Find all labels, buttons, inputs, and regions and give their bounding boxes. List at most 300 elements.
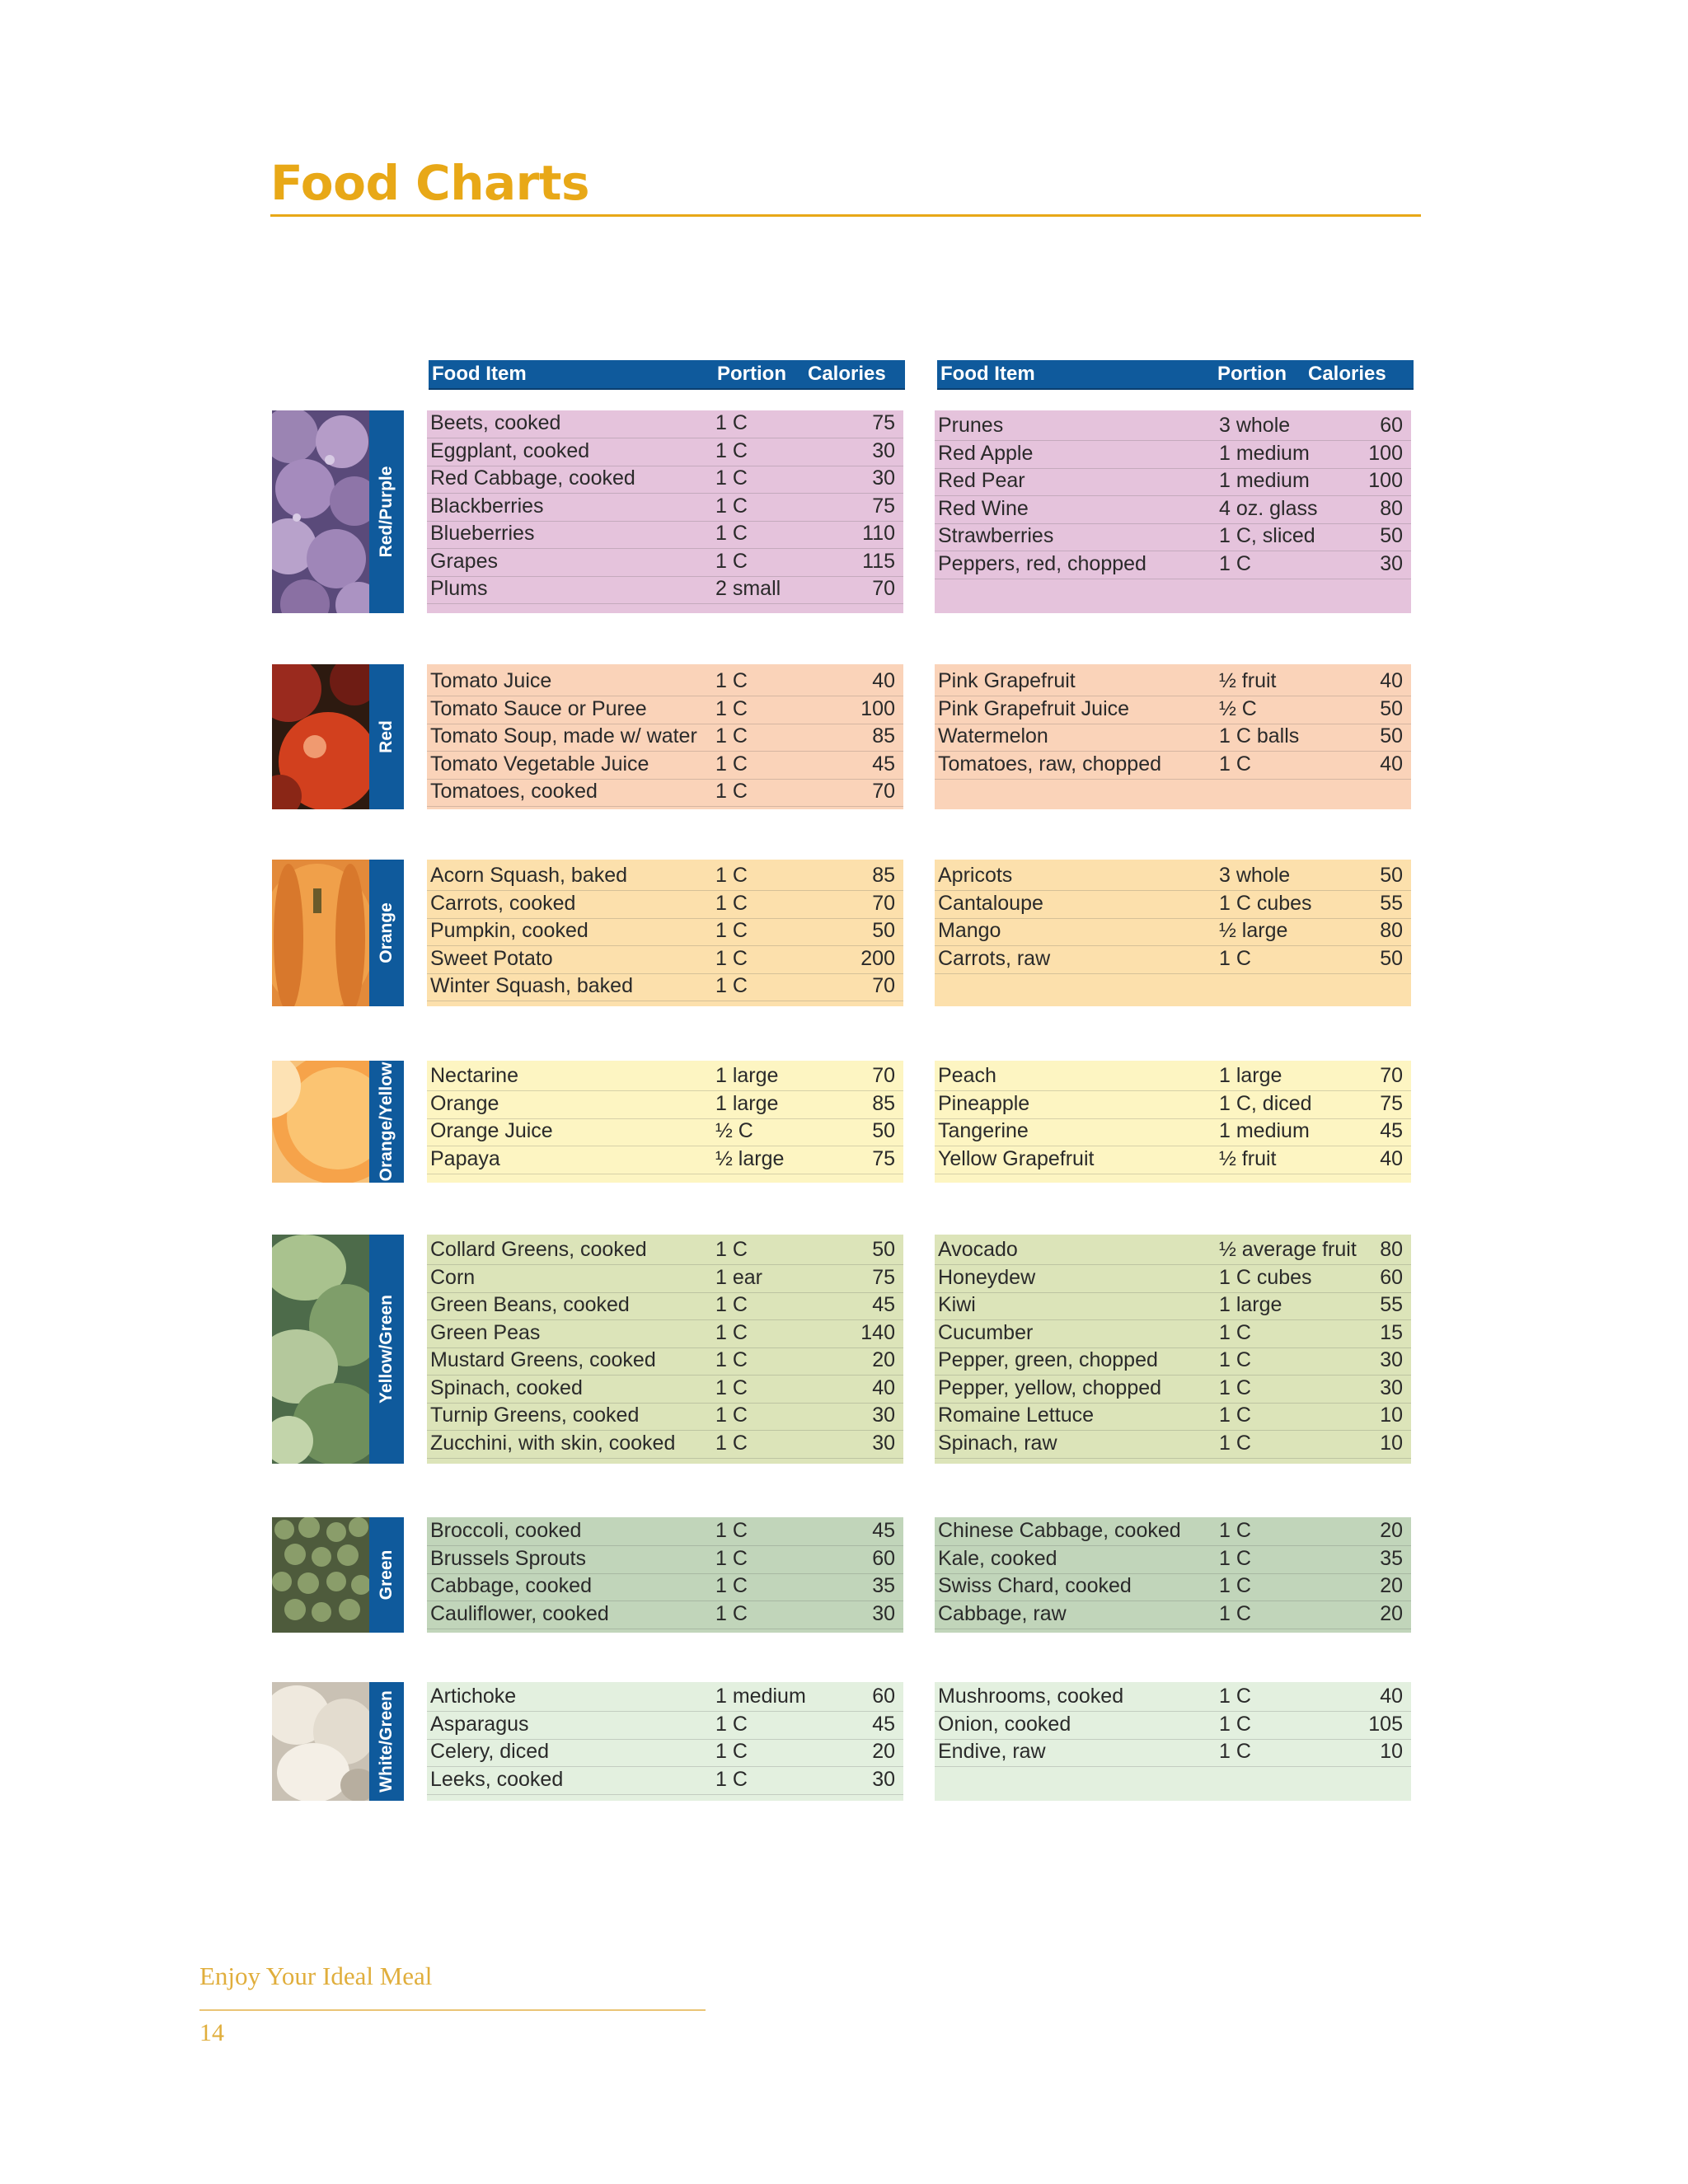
food-portion: 1 C [715,946,748,970]
produce-photo [272,1517,369,1633]
food-row [935,523,1411,551]
food-portion: 1 C, sliced [1219,524,1315,547]
food-item-name: Celery, diced [430,1740,550,1763]
food-calories: 50 [872,1119,895,1142]
food-calories: 60 [872,1685,895,1708]
food-row [935,1320,1411,1348]
food-item-name: Broccoli, cooked [430,1519,582,1542]
food-calories: 110 [862,522,895,545]
header-food-item: Food Item [432,363,527,385]
food-table-right [935,860,1411,1006]
color-group-band [272,664,404,809]
food-calories: 70 [872,780,895,803]
food-portion: 1 C [715,780,748,803]
food-row [427,1518,903,1546]
food-portion: 1 C [1219,1601,1251,1625]
food-calories: 40 [1380,1146,1403,1170]
food-row [427,410,903,438]
food-row [427,724,903,752]
food-row [427,1684,903,1712]
food-item-name: Tomato Sauce or Puree [430,696,647,720]
header-portion: Portion [1217,363,1287,385]
food-calories: 100 [860,696,895,720]
food-calories: 30 [872,1404,895,1427]
food-row [935,891,1411,919]
food-item-name: Brussels Sprouts [430,1546,586,1570]
food-item-name: Green Peas [430,1320,541,1344]
color-group-band [272,410,404,613]
food-calories: 30 [872,1431,895,1455]
food-item-name: Pink Grapefruit Juice [938,696,1130,720]
food-portion: 1 C [715,974,748,997]
food-row [427,1118,903,1146]
food-row [427,891,903,919]
header-portion: Portion [717,363,786,385]
food-portion: 1 C [715,438,748,462]
food-portion: 1 C [1219,1685,1251,1708]
food-item-name: Endive, raw [938,1740,1046,1763]
food-item-name: Sweet Potato [430,946,553,970]
food-calories: 30 [1380,1348,1403,1371]
food-item-name: Eggplant, cooked [430,438,590,462]
color-group-label: Yellow/Green [377,1295,396,1404]
food-table-right [935,1235,1411,1464]
food-portion: 2 small [715,577,781,600]
food-row [427,1265,903,1293]
food-calories: 50 [1380,946,1403,970]
food-row [935,946,1411,974]
color-group-band [272,1517,404,1633]
food-row [935,1573,1411,1601]
food-portion: 1 C [715,1431,748,1455]
food-item-name: Artichoke [430,1685,517,1708]
food-item-name: Mustard Greens, cooked [430,1348,656,1371]
food-portion: 1 C [715,466,748,490]
food-portion: ½ C [715,1119,753,1142]
food-portion: 1 large [715,1091,779,1115]
color-group-label: White/Green [377,1690,396,1793]
food-row [427,1347,903,1376]
food-calories: 60 [1380,414,1403,437]
food-calories: 55 [1380,891,1403,915]
food-portion: ½ C [1219,696,1257,720]
food-row [427,576,903,604]
food-portion: 1 C [715,549,748,573]
food-portion: 1 C [715,1767,748,1791]
food-portion: 1 C [715,1404,748,1427]
food-calories: 45 [872,1293,895,1316]
food-item-name: Mango [938,919,1001,942]
food-row [427,466,903,494]
food-calories: 40 [1380,752,1403,776]
food-item-name: Kale, cooked [938,1546,1057,1570]
food-row [935,1118,1411,1146]
food-portion: 1 C [1219,1519,1251,1542]
food-item-name: Tomatoes, raw, chopped [938,752,1161,776]
color-group-label: Orange [377,902,396,963]
food-table-right [935,1682,1411,1801]
color-group-tab [369,1061,404,1183]
food-table-right [935,410,1411,613]
food-portion: 4 oz. glass [1219,496,1318,520]
food-portion: 1 C [715,1348,748,1371]
food-row [935,1063,1411,1091]
food-row [427,1376,903,1404]
produce-photo [272,410,369,613]
food-calories: 30 [1380,551,1403,575]
food-calories: 20 [872,1740,895,1763]
food-row [427,1573,903,1601]
food-portion: 3 whole [1219,864,1291,887]
food-portion: 1 large [715,1064,779,1087]
footer-tagline: Enjoy Your Ideal Meal [199,1961,433,1990]
food-portion: 1 C cubes [1219,891,1312,915]
produce-photo [272,1235,369,1464]
food-row [935,1237,1411,1265]
header-calories: Calories [808,363,886,385]
food-row [427,1091,903,1119]
food-calories: 80 [1380,1238,1403,1261]
food-item-name: Romaine Lettuce [938,1404,1095,1427]
food-table-left [427,860,903,1006]
food-item-name: Nectarine [430,1064,518,1087]
food-row [935,1739,1411,1767]
food-table-left [427,410,903,613]
food-calories: 30 [872,466,895,490]
food-calories: 75 [872,494,895,518]
food-portion: 1 C [1219,1574,1251,1597]
food-item-name: Tomato Soup, made w/ water [430,724,697,748]
food-portion: 1 C [1219,1546,1251,1570]
food-item-name: Pepper, green, chopped [938,1348,1158,1371]
food-calories: 40 [872,669,895,692]
food-item-name: Orange Juice [430,1119,553,1142]
food-item-name: Prunes [938,414,1004,437]
food-calories: 40 [1380,1685,1403,1708]
food-calories: 100 [1368,469,1403,492]
food-portion: 1 C balls [1219,724,1300,748]
food-calories: 10 [1380,1404,1403,1427]
food-row [427,521,903,549]
food-calories: 50 [1380,696,1403,720]
food-item-name: Turnip Greens, cooked [430,1404,640,1427]
food-row [935,1146,1411,1174]
food-row [427,549,903,577]
food-row [935,1347,1411,1376]
food-item-name: Pink Grapefruit [938,669,1076,692]
food-item-name: Pumpkin, cooked [430,919,588,942]
food-portion: 1 C [1219,1431,1251,1455]
food-calories: 30 [1380,1376,1403,1399]
food-row [427,946,903,974]
food-calories: 85 [872,724,895,748]
food-row [427,1546,903,1574]
food-portion: 1 C [715,1601,748,1625]
food-item-name: Red Apple [938,441,1034,465]
food-row [427,438,903,466]
food-portion: 1 medium [715,1685,806,1708]
color-group-label: Red/Purple [377,466,396,558]
food-table-right [935,1061,1411,1183]
food-row [935,1091,1411,1119]
food-item-name: Cucumber [938,1320,1034,1344]
color-group-tab [369,1235,404,1464]
food-calories: 70 [872,1064,895,1087]
color-group-label: Orange/Yellow [377,1062,396,1182]
food-item-name: Tomato Vegetable Juice [430,752,649,776]
produce-photo [272,860,369,1006]
color-group-band [272,1682,404,1801]
food-row [935,441,1411,469]
food-calories: 45 [872,1712,895,1736]
food-calories: 60 [1380,1265,1403,1289]
food-portion: 1 C [715,752,748,776]
food-item-name: Strawberries [938,524,1054,547]
food-item-name: Red Wine [938,496,1029,520]
food-portion: 1 C, diced [1219,1091,1312,1115]
food-row [935,668,1411,696]
food-item-name: Honeydew [938,1265,1036,1289]
food-item-name: Plums [430,577,488,600]
food-row [935,1265,1411,1293]
title-rule [270,214,1421,217]
food-calories: 35 [872,1574,895,1597]
food-row [427,918,903,946]
food-calories: 30 [872,1767,895,1791]
food-calories: 45 [872,1519,895,1542]
color-group-band [272,860,404,1006]
food-portion: 1 large [1219,1293,1282,1316]
food-row [427,1146,903,1174]
food-row [935,1431,1411,1459]
column-header-left [429,360,905,390]
food-portion: 1 C [715,1376,748,1399]
color-group-tab [369,860,404,1006]
food-row [427,1767,903,1795]
food-portion: 1 C [1219,1376,1251,1399]
food-row [427,494,903,522]
food-portion: 1 C [1219,1348,1251,1371]
food-row [935,551,1411,579]
food-calories: 50 [1380,524,1403,547]
food-calories: 20 [1380,1574,1403,1597]
food-calories: 35 [1380,1546,1403,1570]
food-item-name: Papaya [430,1146,500,1170]
food-item-name: Tangerine [938,1119,1029,1142]
food-portion: 1 C [715,522,748,545]
color-group-tab [369,410,404,613]
color-group-tab [369,664,404,809]
food-item-name: Onion, cooked [938,1712,1071,1736]
food-portion: 1 C [715,864,748,887]
food-calories: 80 [1380,919,1403,942]
food-calories: 140 [860,1320,895,1344]
food-item-name: Mushrooms, cooked [938,1685,1124,1708]
food-portion: 1 C cubes [1219,1265,1312,1289]
food-item-name: Cabbage, cooked [430,1574,592,1597]
food-row [935,724,1411,752]
food-row [935,1546,1411,1574]
food-row [935,1376,1411,1404]
food-item-name: Green Beans, cooked [430,1293,630,1316]
food-calories: 30 [872,438,895,462]
produce-photo [272,664,369,809]
food-item-name: Peach [938,1064,996,1087]
food-portion: 1 C [715,1546,748,1570]
food-portion: 1 C [1219,1320,1251,1344]
food-calories: 85 [872,864,895,887]
food-portion: 1 C [715,1519,748,1542]
food-row [427,1712,903,1740]
food-item-name: Asparagus [430,1712,529,1736]
food-portion: 1 C [715,1574,748,1597]
food-item-name: Leeks, cooked [430,1767,564,1791]
food-item-name: Spinach, cooked [430,1376,583,1399]
food-row [935,496,1411,524]
food-calories: 60 [872,1546,895,1570]
food-portion: 1 C [715,1320,748,1344]
food-table-left [427,664,903,809]
food-item-name: Beets, cooked [430,411,561,434]
food-portion: 1 C [715,891,748,915]
color-group-band [272,1061,404,1183]
food-calories: 100 [1368,441,1403,465]
food-table-right [935,1517,1411,1633]
food-calories: 70 [1380,1064,1403,1087]
food-item-name: Orange [430,1091,499,1115]
food-portion: 1 C [715,1293,748,1316]
food-calories: 10 [1380,1431,1403,1455]
food-item-name: Apricots [938,864,1013,887]
food-calories: 40 [1380,669,1403,692]
food-item-name: Spinach, raw [938,1431,1057,1455]
food-calories: 55 [1380,1293,1403,1316]
food-portion: 1 ear [715,1265,762,1289]
food-item-name: Kiwi [938,1293,976,1316]
food-portion: 1 C [715,696,748,720]
food-item-name: Pineapple [938,1091,1030,1115]
food-table-left [427,1517,903,1633]
food-row [427,752,903,780]
food-item-name: Avocado [938,1238,1018,1261]
food-item-name: Blueberries [430,522,535,545]
food-portion: 1 C [1219,946,1251,970]
food-item-name: Swiss Chard, cooked [938,1574,1132,1597]
food-calories: 50 [872,919,895,942]
food-portion: ½ average fruit [1219,1238,1357,1261]
food-row [427,1292,903,1320]
food-item-name: Carrots, cooked [430,891,576,915]
food-calories: 75 [872,1265,895,1289]
food-table-left [427,1061,903,1183]
header-calories: Calories [1308,363,1386,385]
food-calories: 20 [1380,1519,1403,1542]
food-portion: 3 whole [1219,414,1291,437]
food-row [427,696,903,724]
page-title: Food Charts [270,155,590,211]
food-row [935,752,1411,780]
food-portion: 1 medium [1219,469,1310,492]
produce-photo [272,1682,369,1801]
food-calories: 70 [872,974,895,997]
food-row [427,1739,903,1767]
food-portion: 1 C [715,494,748,518]
page-number: 14 [199,2019,224,2046]
food-calories: 30 [872,1601,895,1625]
food-table-right [935,664,1411,809]
food-item-name: Grapes [430,549,498,573]
food-calories: 50 [1380,724,1403,748]
food-row [935,863,1411,891]
food-portion: ½ fruit [1219,669,1277,692]
food-item-name: Acorn Squash, baked [430,864,628,887]
color-group-label: Red [377,720,396,753]
food-item-name: Yellow Grapefruit [938,1146,1095,1170]
food-item-name: Tomato Juice [430,669,552,692]
color-group-tab [369,1517,404,1633]
color-group-label: Green [377,1549,396,1601]
food-calories: 80 [1380,496,1403,520]
food-calories: 85 [872,1091,895,1115]
food-calories: 45 [1380,1119,1403,1142]
food-row [427,1237,903,1265]
food-portion: 1 medium [1219,1119,1310,1142]
food-calories: 70 [872,891,895,915]
food-row [427,1320,903,1348]
food-item-name: Peppers, red, chopped [938,551,1146,575]
food-portion: ½ fruit [1219,1146,1277,1170]
food-item-name: Red Pear [938,469,1025,492]
produce-photo [272,1061,369,1183]
food-portion: 1 C [715,669,748,692]
food-table-left [427,1235,903,1464]
food-row [935,1518,1411,1546]
food-row [427,779,903,807]
food-item-name: Zucchini, with skin, cooked [430,1431,676,1455]
food-row [427,1403,903,1431]
food-calories: 70 [872,577,895,600]
food-row [427,863,903,891]
food-row [427,1601,903,1629]
food-calories: 75 [872,411,895,434]
food-row [935,1601,1411,1629]
food-portion: 1 C [715,724,748,748]
food-row [935,413,1411,441]
food-portion: 1 C [715,919,748,942]
food-row [427,668,903,696]
food-calories: 10 [1380,1740,1403,1763]
food-row [427,1063,903,1091]
food-item-name: Carrots, raw [938,946,1051,970]
food-calories: 50 [872,1238,895,1261]
food-row [935,1712,1411,1740]
food-item-name: Pepper, yellow, chopped [938,1376,1162,1399]
footer-rule [199,2009,706,2011]
food-calories: 115 [862,549,895,573]
food-calories: 105 [1368,1712,1403,1736]
food-row [935,696,1411,724]
food-item-name: Cabbage, raw [938,1601,1067,1625]
food-row [427,973,903,1001]
food-calories: 200 [860,946,895,970]
food-calories: 50 [1380,864,1403,887]
food-portion: 1 medium [1219,441,1310,465]
food-item-name: Blackberries [430,494,544,518]
food-portion: 1 C [1219,1404,1251,1427]
food-item-name: Corn [430,1265,476,1289]
food-calories: 75 [1380,1091,1403,1115]
food-calories: 75 [872,1146,895,1170]
